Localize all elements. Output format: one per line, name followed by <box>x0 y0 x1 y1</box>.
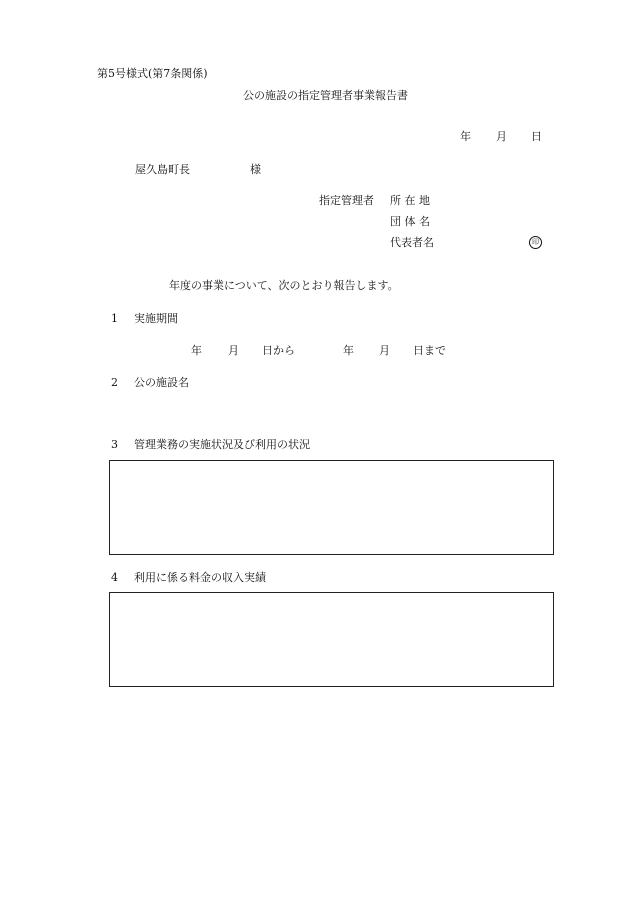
revenue-entry-box[interactable] <box>109 592 554 687</box>
period-month-until: 月 <box>379 344 390 357</box>
seal-mark: 印 <box>529 236 542 249</box>
section-1-number: 1 <box>111 312 118 325</box>
status-entry-box[interactable] <box>109 460 554 555</box>
section-4-label: 利用に係る料金の収入実績 <box>134 571 266 584</box>
period-year-until: 年 <box>343 344 354 357</box>
form-number: 第5号様式(第7条関係) <box>97 67 208 80</box>
date-day: 日 <box>531 130 542 143</box>
period-day-until: 日まで <box>413 344 446 357</box>
period-month-from: 月 <box>228 344 239 357</box>
date-month: 月 <box>496 130 507 143</box>
section-3-number: 3 <box>111 438 118 451</box>
intro-text: 年度の事業について、次のとおり報告します。 <box>169 279 399 292</box>
manager-org-label: 団 体 名 <box>390 215 430 228</box>
section-2-number: 2 <box>111 376 118 389</box>
manager-rep-label: 代表者名 <box>390 236 434 249</box>
addressee-honorific: 様 <box>250 163 261 176</box>
date-year: 年 <box>460 130 471 143</box>
section-1-label: 実施期間 <box>134 312 178 325</box>
section-2-label: 公の施設名 <box>134 376 189 389</box>
document-title: 公の施設の指定管理者事業報告書 <box>243 89 408 102</box>
manager-address-label: 所 在 地 <box>390 194 430 207</box>
addressee-name: 屋久島町長 <box>135 163 190 176</box>
manager-heading: 指定管理者 <box>319 194 374 207</box>
period-day-from: 日から <box>262 344 295 357</box>
section-3-label: 管理業務の実施状況及び利用の状況 <box>134 438 310 451</box>
period-year-from: 年 <box>191 344 202 357</box>
section-4-number: 4 <box>111 571 118 584</box>
